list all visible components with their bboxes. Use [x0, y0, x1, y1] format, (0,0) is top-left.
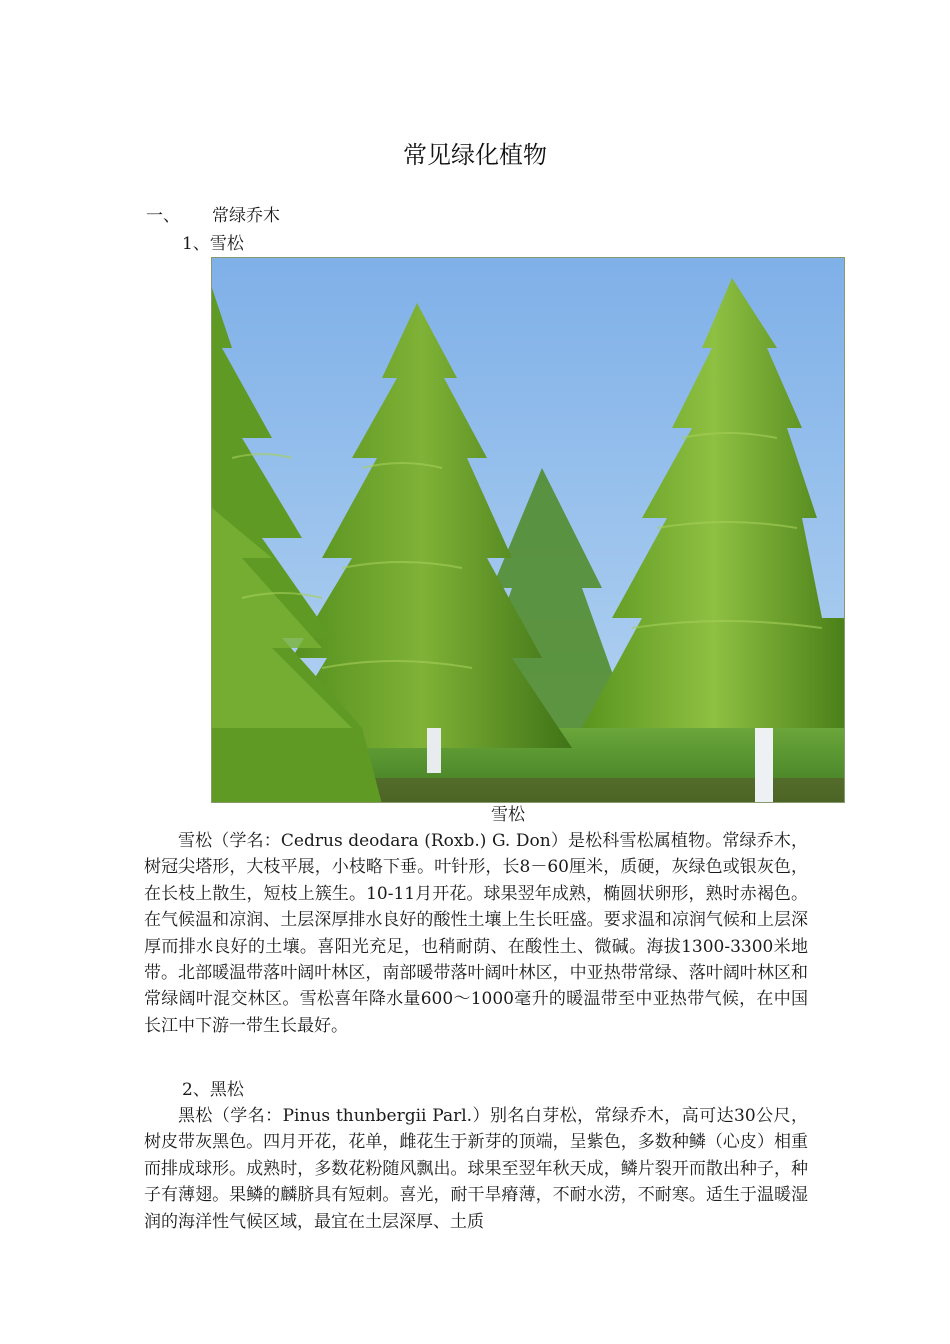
- item-heading-cedar: 1、雪松: [182, 234, 244, 254]
- paragraph-cedar: 雪松（学名：Cedrus deodara (Roxb.) G. Don）是松科雪松属植物。常绿乔木，树冠尖塔形，大枝平展，小枝略下垂。叶针形，长8－60厘米，质硬，灰绿色或银灰色，在长枝上散生，短枝上簇生。10-11月开花。球果翌年成熟，椭圆状卵形，熟时赤褐色。在气候温和凉润、土层深厚排水良好的酸性土壤上生长旺盛。要求温和凉润气候和上层深厚而排水良好的土壤。喜阳光充足，也稍耐荫、在酸性土、微碱。海拔1300-3300米地带。北部暖温带落叶阔叶林区，南部暖带落叶阔叶林区，中亚热带常绿、落叶阔叶林区和常绿阔叶混交林区。雪松喜年降水量600～1000毫升的暖温带至中亚热带气候，在中国长江中下游一带生长最好。: [144, 831, 808, 1036]
- section-heading: [146, 203, 280, 229]
- page-title: 常见绿化植物: [403, 141, 547, 169]
- section-number: 一、: [146, 206, 180, 226]
- cedar-trees-photo: [211, 257, 845, 803]
- paragraph-black-pine: 黑松（学名：Pinus thunbergii Parl.）别名白芽松，常绿乔木，高可达30公尺，树皮带灰黑色。四月开花，花单，雌花生于新芽的顶端，呈紫色，多数种鳞（心皮）相重而排成球形。成熟时，多数花粉随风飘出。球果至翌年秋天成，鳞片裂开而散出种子，种子有薄翅。果鳞的麟脐具有短刺。喜光，耐干旱瘠薄，不耐水涝，不耐寒。适生于温暖湿润的海洋性气候区域，最宜在土层深厚、土质: [144, 1106, 808, 1232]
- photo-caption: 雪松: [491, 805, 525, 825]
- item-heading-black-pine: 2、黑松: [182, 1080, 244, 1100]
- section-title: 常绿乔木: [212, 206, 280, 226]
